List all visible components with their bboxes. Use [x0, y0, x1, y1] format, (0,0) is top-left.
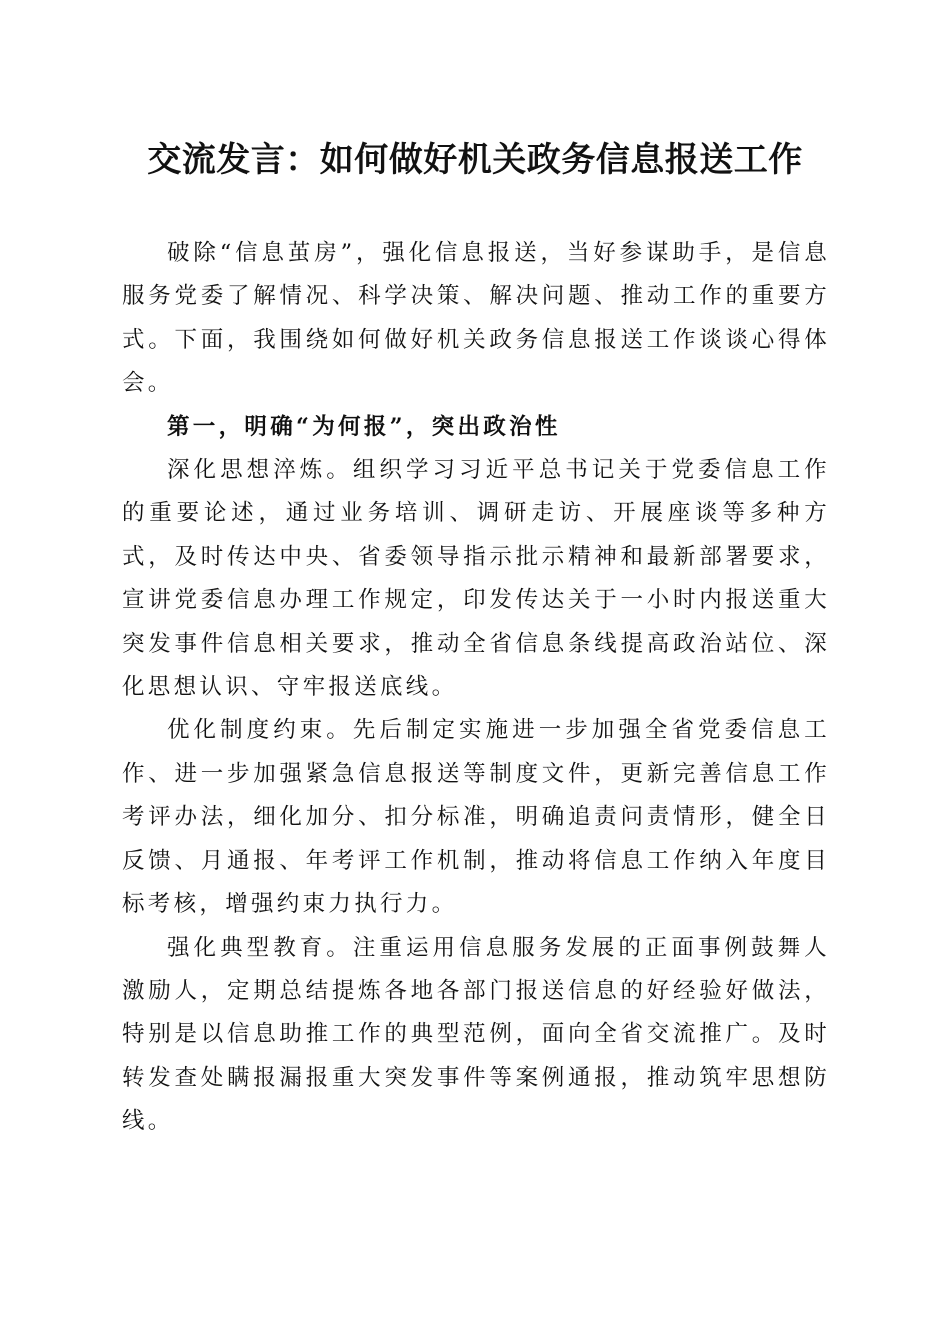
paragraph-thought-training: 深化思想淬炼。组织学习习近平总书记关于党委信息工作的重要论述，通过业务培训、调研走访、开展座谈等多种方式，及时传达中央、省委领导指示批示精神和最新部署要求，宣讲党委信息办理工作规定，印发传达关于一小时内报送重大突发事件信息相关要求，推动全省信息条线提高政治站位、深化思想认识、守牢报送底线。 [122, 457, 830, 701]
paragraph-typical-education: 强化典型教育。注重运用信息服务发展的正面事例鼓舞人激励人，定期总结提炼各地各部门报送信息的好经验好做法，特别是以信息助推工作的典型范例，面向全省交流推广。及时转发查处瞒报漏报重大突发事件等案例通报，推动筑牢思想防线。 [122, 934, 830, 1135]
section-heading: 第一，明确“为何报”，突出政治性 [167, 413, 561, 440]
paragraph-system-constraints: 优化制度约束。先后制定实施进一步加强全省党委信息工作、进一步加强紧急信息报送等制度文件，更新完善信息工作考评办法，细化加分、扣分标准，明确追责问责情形，健全日反馈、月通报、年考评工作机制，推动将信息工作纳入年度目标考核，增强约束力执行力。 [122, 717, 830, 918]
document-title: 交流发言：如何做好机关政务信息报送工作 [147, 140, 803, 180]
document-body [122, 232, 830, 1144]
intro-paragraph: 破除“信息茧房”，强化信息报送，当好参谋助手，是信息服务党委了解情况、科学决策、解决问题、推动工作的重要方式。下面，我围绕如何做好机关政务信息报送工作谈谈心得体会。 [122, 240, 830, 397]
